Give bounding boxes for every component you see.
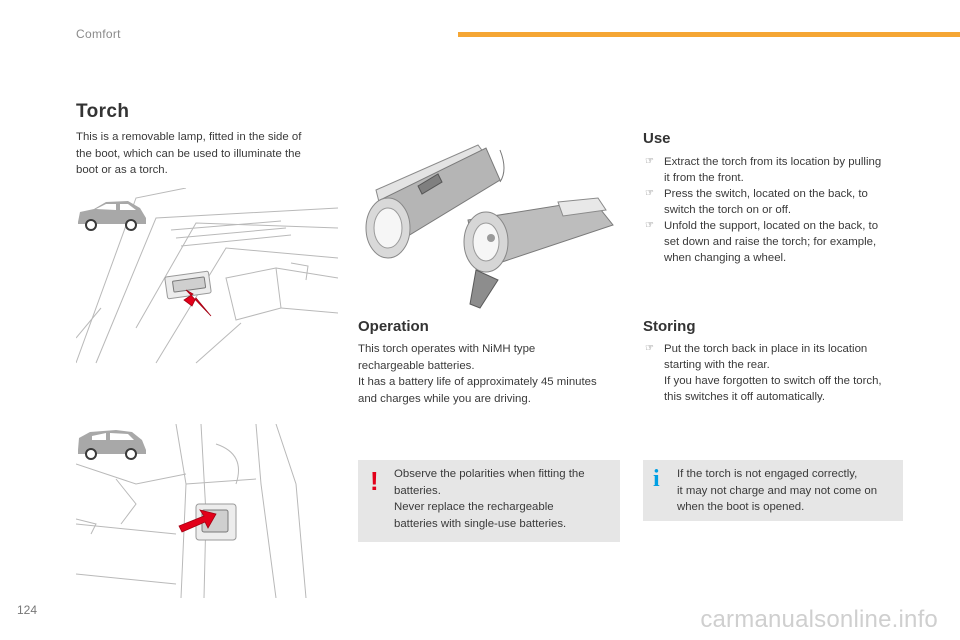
warning-text: Observe the polarities when fitting the batteries. Never replace the rechargeable batteries with single-use batteries. <box>394 468 585 530</box>
boot-view-illustration <box>76 424 338 598</box>
arrow-marker-icon: ☞ <box>645 343 654 354</box>
operation-line: It has a battery life of approximately 45 minutes <box>358 376 597 388</box>
use-item: ☞ Unfold the support, located on the back, to set down and raise the torch; for example, when changing a wheel. <box>645 220 879 264</box>
use-heading: Use <box>643 130 671 147</box>
intro-line: boot or as a torch. <box>76 164 168 176</box>
page-number: 124 <box>17 603 38 617</box>
torch-intro <box>76 129 301 179</box>
operation-line: and charges while you are driving. <box>358 392 531 405</box>
car-icon <box>76 196 148 238</box>
torch-illustration <box>358 130 628 310</box>
storing-heading: Storing <box>643 318 696 335</box>
info-note <box>643 460 903 521</box>
section-label: Comfort <box>76 27 121 41</box>
operation-line: rechargeable batteries. <box>358 359 475 372</box>
section-accent-bar <box>458 32 960 37</box>
arrow-marker-icon: ☞ <box>645 188 654 199</box>
use-item: ☞ Press the switch, located on the back, to switch the torch on or off. <box>645 188 868 216</box>
storing-item: ☞ Put the torch back in place in its location starting with the rear. If you have forgotten to switch off the torch, this switches it off automatically. <box>645 343 882 403</box>
exclamation-icon: ! <box>370 466 379 496</box>
operation-heading: Operation <box>358 318 429 335</box>
info-text: If the torch is not engaged correctly, it may not charge and may not come on when the boot is opened. <box>677 468 878 513</box>
page-title: Torch <box>76 101 130 122</box>
operation-text <box>358 341 597 407</box>
intro-line: the boot, which can be used to illuminate the <box>76 147 301 160</box>
boot-side-illustration <box>76 188 338 368</box>
info-icon: i <box>653 466 660 492</box>
watermark: carmanualsonline.info <box>700 606 938 633</box>
arrow-marker-icon: ☞ <box>645 220 654 231</box>
operation-line: This torch operates with NiMH type <box>358 343 536 355</box>
arrow-marker-icon: ☞ <box>645 156 654 167</box>
storing-list <box>643 341 913 405</box>
warning-note <box>358 460 620 542</box>
car-icon <box>76 426 148 466</box>
intro-line: This is a removable lamp, fitted in the side of <box>76 131 302 143</box>
use-list <box>643 154 913 266</box>
use-item: ☞ Extract the torch from its location by pulling it from the front. <box>645 156 882 184</box>
